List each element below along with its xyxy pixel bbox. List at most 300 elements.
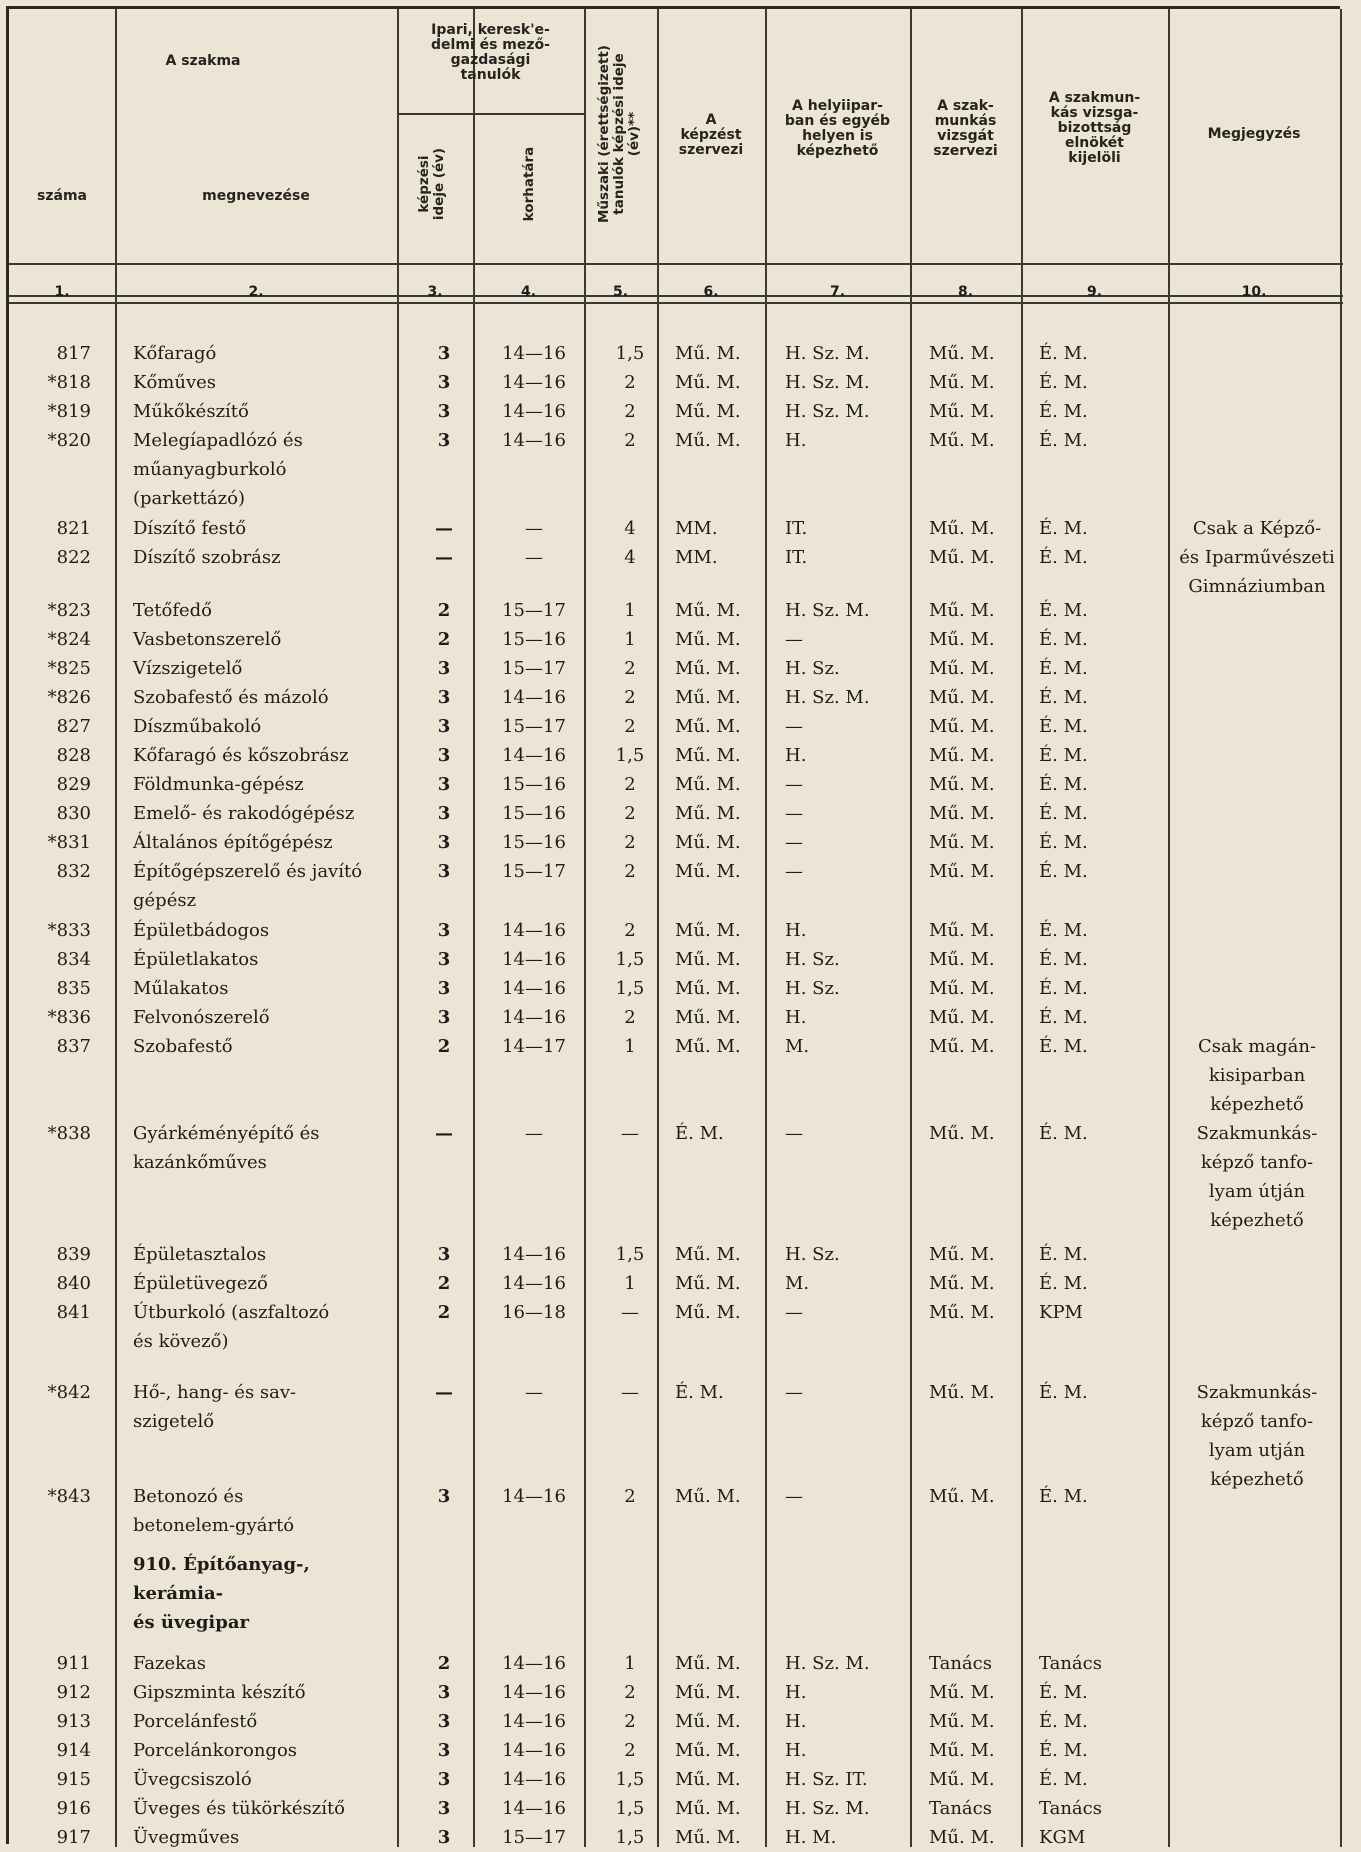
row-technical-duration: 1,5 [615,1769,645,1790]
row-note: Csak magán- kisiparban képezhető [1197,1036,1317,1115]
row-duration: 3 [437,803,451,824]
row-note: Csak a Képző- és Iparművészeti Gimnáziumban [1179,518,1335,597]
row-technical-duration: 2 [624,1007,636,1028]
row-age-limit: 15—16 [502,832,566,853]
row-note: Szakmunkás- képző tanfo- lyam utján képezhető [1196,1382,1318,1490]
row-name: Hő-, hang- és sav- szigetelő [133,1382,297,1432]
row-duration: 3 [437,1486,451,1507]
row-name: Épületlakatos [133,949,259,970]
row-board-chair: É. M. [1039,1769,1088,1790]
row-local-training: H. M. [785,1827,837,1848]
row-board-chair: É. M. [1039,920,1088,941]
row-organizer: Mű. M. [675,920,741,941]
row-age-limit: 14—16 [502,343,566,364]
row-exam-organizer: Mű. M. [929,1827,995,1848]
row-duration: 2 [437,1273,451,1294]
row-exam-organizer: Mű. M. [929,1036,995,1057]
row-number: 827 [56,716,91,737]
row-local-training: H. [785,1711,807,1732]
row-technical-duration: 2 [624,1486,636,1507]
row-technical-duration: 2 [624,861,636,882]
row-number: *836 [47,1007,91,1028]
row-number: *826 [47,687,91,708]
row-number: 830 [56,803,91,824]
subheader-rule [397,113,584,115]
row-name: Gipszminta készítő [133,1682,306,1703]
row-exam-organizer: Tanács [929,1798,992,1819]
row-organizer: Mű. M. [675,430,741,451]
row-local-training: — [785,716,803,737]
row-technical-duration: 2 [624,372,636,393]
row-local-training: H. Sz. [785,949,840,970]
row-duration: 3 [437,978,451,999]
row-number: *843 [47,1486,91,1507]
row-organizer: Mű. M. [675,1302,741,1323]
row-number: 828 [56,745,91,766]
row-duration: 3 [437,372,451,393]
row-age-limit: 14—16 [502,949,566,970]
row-board-chair: É. M. [1039,1244,1088,1265]
row-organizer: Mű. M. [675,1769,741,1790]
row-exam-organizer: Mű. M. [929,920,995,941]
row-number: *825 [47,658,91,679]
row-exam-organizer: Mű. M. [929,745,995,766]
row-number: 829 [56,774,91,795]
row-duration: 3 [437,658,451,679]
row-number: *823 [47,600,91,621]
row-board-chair: É. M. [1039,430,1088,451]
row-exam-organizer: Mű. M. [929,687,995,708]
row-local-training: H. [785,1682,807,1703]
row-technical-duration: 1,5 [615,978,645,999]
row-duration: 3 [437,920,451,941]
row-duration: 3 [437,1007,451,1028]
row-age-limit: 14—16 [502,372,566,393]
row-technical-duration: — [621,1123,639,1144]
row-technical-duration: 4 [624,547,636,568]
header-rule [9,302,1343,304]
row-age-limit: 14—16 [502,401,566,422]
row-name: Épületbádogos [133,920,270,941]
row-local-training: H. Sz. M. [785,687,870,708]
row-organizer: Mű. M. [675,949,741,970]
row-organizer: Mű. M. [675,658,741,679]
row-technical-duration: 2 [624,1711,636,1732]
column-number: 10. [1241,284,1267,300]
row-local-training: H. Sz. M. [785,401,870,422]
row-name: Üveges és tükörkészítő [133,1798,346,1819]
row-exam-organizer: Mű. M. [929,861,995,882]
row-age-limit: — [525,518,543,539]
row-name: Általános építőgépész [133,832,333,853]
row-technical-duration: 2 [624,832,636,853]
row-exam-organizer: Mű. M. [929,430,995,451]
row-duration: — [435,518,453,539]
row-name: Műlakatos [133,978,229,999]
row-board-chair: É. M. [1039,1682,1088,1703]
column-number: 3. [427,284,443,300]
row-organizer: É. M. [675,1382,724,1403]
row-note: Szakmunkás- képző tanfo- lyam útján képezhető [1196,1123,1318,1231]
row-number: 837 [56,1036,91,1057]
row-duration: 3 [437,430,451,451]
row-duration: 3 [437,1798,451,1819]
row-age-limit: 14—16 [502,1769,566,1790]
row-local-training: H. Sz. M. [785,372,870,393]
row-exam-organizer: Mű. M. [929,1769,995,1790]
column-number: 7. [829,284,846,300]
row-technical-duration: 2 [624,803,636,824]
row-local-training: H. Sz. M. [785,343,870,364]
row-exam-organizer: Mű. M. [929,343,995,364]
row-number: *838 [47,1123,91,1144]
header-megjegyzes: Megjegyzés [1207,126,1301,142]
header-bizottsag: A szakmun- kás vizsga- bizottság elnökét kijelöli [1048,90,1141,166]
row-board-chair: É. M. [1039,978,1088,999]
header-korhatara: korhatára [521,146,537,222]
row-number: 817 [56,343,91,364]
row-age-limit: 14—16 [502,1486,566,1507]
row-organizer: Mű. M. [675,1273,741,1294]
row-local-training: H. Sz. IT. [785,1769,868,1790]
row-duration: 3 [437,745,451,766]
row-exam-organizer: Mű. M. [929,1740,995,1761]
row-name: Emelő- és rakodógépész [133,803,355,824]
row-number: 839 [56,1244,91,1265]
row-name: Melegíapadlózó és műanyagburkoló (parkettázó) [133,430,303,509]
row-organizer: MM. [675,547,718,568]
row-exam-organizer: Mű. M. [929,716,995,737]
column-number: 2. [248,284,264,300]
row-exam-organizer: Mű. M. [929,372,995,393]
row-number: 913 [56,1711,91,1732]
row-exam-organizer: Mű. M. [929,629,995,650]
row-number: 911 [56,1653,91,1674]
header-megnevezese: megnevezése [202,188,310,204]
row-local-training: — [785,1302,803,1323]
row-local-training: — [785,629,803,650]
row-duration: 3 [437,774,451,795]
row-board-chair: É. M. [1039,687,1088,708]
row-name: Vasbetonszerelő [133,629,282,650]
row-board-chair: Tanács [1039,1653,1102,1674]
row-exam-organizer: Mű. M. [929,832,995,853]
row-local-training: — [785,1486,803,1507]
row-organizer: Mű. M. [675,401,741,422]
row-exam-organizer: Mű. M. [929,774,995,795]
row-age-limit: 14—16 [502,978,566,999]
row-duration: — [435,1382,453,1403]
row-organizer: Mű. M. [675,629,741,650]
row-board-chair: É. M. [1039,861,1088,882]
row-organizer: Mű. M. [675,1036,741,1057]
row-organizer: Mű. M. [675,803,741,824]
row-board-chair: É. M. [1039,518,1088,539]
row-duration: 2 [437,629,451,650]
row-duration: 2 [437,1653,451,1674]
row-exam-organizer: Mű. M. [929,1007,995,1028]
row-technical-duration: — [621,1382,639,1403]
row-duration: 3 [437,1827,451,1848]
row-age-limit: 14—16 [502,1682,566,1703]
row-number: 821 [56,518,91,539]
row-age-limit: — [525,1123,543,1144]
row-duration: 3 [437,1244,451,1265]
row-name: Felvonószerelő [133,1007,270,1028]
row-name: Építőgépszerelő és javító gépész [133,861,363,911]
row-name: Épületüvegező [133,1273,268,1294]
row-duration: — [435,1123,453,1144]
row-board-chair: É. M. [1039,401,1088,422]
row-board-chair: É. M. [1039,803,1088,824]
row-number: 822 [56,547,91,568]
column-number: 9. [1086,284,1103,300]
row-technical-duration: 2 [624,401,636,422]
row-name: Útburkoló (aszfaltozó és kövező) [133,1302,330,1352]
column-number: 8. [957,284,974,300]
row-organizer: Mű. M. [675,1244,741,1265]
row-number: 835 [56,978,91,999]
row-age-limit: 14—16 [502,1007,566,1028]
row-board-chair: É. M. [1039,1486,1088,1507]
header-rule [9,263,1343,265]
row-local-training: H. Sz. [785,978,840,999]
row-technical-duration: 1 [624,600,636,621]
row-local-training: — [785,832,803,853]
header-tanulok: Ipari, keresk'e- delmi és mező- gazdasági tanulók [431,22,550,83]
row-organizer: Mű. M. [675,745,741,766]
row-exam-organizer: Mű. M. [929,1244,995,1265]
row-exam-organizer: Mű. M. [929,401,995,422]
row-local-training: M. [785,1273,810,1294]
row-name: Szobafestő és mázoló [133,687,329,708]
row-name: Műkőkészítő [133,401,249,422]
row-exam-organizer: Tanács [929,1653,992,1674]
row-name: Díszítő szobrász [133,547,281,568]
row-duration: 2 [437,600,451,621]
row-exam-organizer: Mű. M. [929,803,995,824]
row-age-limit: 15—17 [502,600,566,621]
row-organizer: É. M. [675,1123,724,1144]
row-local-training: — [785,803,803,824]
row-local-training: IT. [785,547,808,568]
header-vizsgat: A szak- munkás vizsgát szervezi [933,98,998,159]
row-number: 841 [56,1302,91,1323]
row-organizer: Mű. M. [675,832,741,853]
row-technical-duration: 1,5 [615,1244,645,1265]
row-number: 832 [56,861,91,882]
row-organizer: Mű. M. [675,1007,741,1028]
row-local-training: IT. [785,518,808,539]
row-technical-duration: 2 [624,774,636,795]
row-exam-organizer: Mű. M. [929,949,995,970]
row-organizer: Mű. M. [675,343,741,364]
row-technical-duration: 2 [624,430,636,451]
row-age-limit: 14—17 [502,1036,566,1057]
row-exam-organizer: Mű. M. [929,1711,995,1732]
row-exam-organizer: Mű. M. [929,1273,995,1294]
row-name: Kőműves [133,372,217,393]
row-name: Vízszigetelő [133,658,243,679]
row-board-chair: É. M. [1039,745,1088,766]
row-local-training: H. [785,430,807,451]
row-duration: 2 [437,1302,451,1323]
row-name: 910. Építőanyag-, kerámia- és üvegipar [133,1554,310,1633]
row-exam-organizer: Mű. M. [929,1302,995,1323]
row-name: Földmunka-gépész [133,774,304,795]
row-local-training: H. Sz. M. [785,1798,870,1819]
row-technical-duration: 2 [624,1740,636,1761]
row-name: Kőfaragó [133,343,217,364]
row-technical-duration: 2 [624,716,636,737]
row-age-limit: 14—16 [502,1798,566,1819]
row-technical-duration: 2 [624,687,636,708]
row-number: 914 [56,1740,91,1761]
row-organizer: Mű. M. [675,600,741,621]
row-local-training: — [785,1123,803,1144]
row-age-limit: 14—16 [502,1711,566,1732]
row-name: Tetőfedő [133,600,213,621]
row-duration: 3 [437,1682,451,1703]
row-number: 834 [56,949,91,970]
row-number: 917 [56,1827,91,1848]
row-board-chair: É. M. [1039,949,1088,970]
header-helyiipar: A helyiipar- ban és egyéb helyen is képezhető [784,98,891,159]
row-board-chair: É. M. [1039,658,1088,679]
row-age-limit: — [525,1382,543,1403]
row-duration: 3 [437,1769,451,1790]
row-technical-duration: 1 [624,629,636,650]
row-board-chair: É. M. [1039,716,1088,737]
row-technical-duration: 1,5 [615,1798,645,1819]
row-number: *819 [47,401,91,422]
row-duration: — [435,547,453,568]
row-age-limit: 14—16 [502,1244,566,1265]
row-name: Kőfaragó és kőszobrász [133,745,349,766]
row-local-training: — [785,774,803,795]
row-local-training: — [785,861,803,882]
row-organizer: MM. [675,518,718,539]
row-technical-duration: 1 [624,1036,636,1057]
row-name: Fazekas [133,1653,207,1674]
row-local-training: M. [785,1036,810,1057]
row-technical-duration: 4 [624,518,636,539]
document-page [6,6,1340,1848]
row-exam-organizer: Mű. M. [929,658,995,679]
row-age-limit: 14—16 [502,430,566,451]
row-organizer: Mű. M. [675,1486,741,1507]
header-szama: száma [37,188,87,204]
row-board-chair: É. M. [1039,600,1088,621]
row-technical-duration: 1,5 [615,949,645,970]
row-technical-duration: 1 [624,1653,636,1674]
row-number: 916 [56,1798,91,1819]
row-organizer: Mű. M. [675,1711,741,1732]
row-age-limit: 15—17 [502,1827,566,1848]
row-organizer: Mű. M. [675,1827,741,1848]
row-organizer: Mű. M. [675,774,741,795]
row-board-chair: É. M. [1039,343,1088,364]
row-name: Díszműbakoló [133,716,262,737]
row-number: *824 [47,629,91,650]
row-exam-organizer: Mű. M. [929,1486,995,1507]
row-technical-duration: 2 [624,920,636,941]
row-technical-duration: 1,5 [615,745,645,766]
row-board-chair: É. M. [1039,832,1088,853]
row-name: Betonozó és betonelem-gyártó [133,1486,295,1536]
row-age-limit: — [525,547,543,568]
row-age-limit: 14—16 [502,1273,566,1294]
row-local-training: H. [785,745,807,766]
row-board-chair: É. M. [1039,1273,1088,1294]
row-local-training: — [785,1382,803,1403]
row-board-chair: É. M. [1039,1382,1088,1403]
row-number: *818 [47,372,91,393]
row-name: Szobafestő [133,1036,233,1057]
row-board-chair: É. M. [1039,1007,1088,1028]
row-age-limit: 15—17 [502,658,566,679]
row-exam-organizer: Mű. M. [929,547,995,568]
row-age-limit: 15—16 [502,803,566,824]
row-duration: 2 [437,1036,451,1057]
row-age-limit: 14—16 [502,745,566,766]
row-name: Díszítő festő [133,518,247,539]
row-number: *831 [47,832,91,853]
row-number: 915 [56,1769,91,1790]
row-exam-organizer: Mű. M. [929,518,995,539]
row-duration: 3 [437,1740,451,1761]
row-organizer: Mű. M. [675,861,741,882]
row-technical-duration: — [621,1302,639,1323]
row-local-training: H. Sz. M. [785,1653,870,1674]
row-board-chair: KGM [1039,1827,1086,1848]
row-age-limit: 16—18 [502,1302,566,1323]
row-organizer: Mű. M. [675,1740,741,1761]
row-age-limit: 14—16 [502,687,566,708]
column-rule [1340,9,1342,1847]
header-szakma: A szakma [165,53,241,69]
row-organizer: Mű. M. [675,716,741,737]
row-age-limit: 14—16 [502,1740,566,1761]
row-exam-organizer: Mű. M. [929,1123,995,1144]
row-board-chair: É. M. [1039,1740,1088,1761]
row-technical-duration: 2 [624,658,636,679]
row-board-chair: É. M. [1039,1711,1088,1732]
row-number: *842 [47,1382,91,1403]
row-technical-duration: 2 [624,1682,636,1703]
column-number: 5. [612,284,629,300]
row-number: *833 [47,920,91,941]
row-organizer: Mű. M. [675,1682,741,1703]
row-local-training: H. [785,1007,807,1028]
header-kepzesi-ideje: képzési ideje (év) [416,147,447,221]
row-technical-duration: 1,5 [615,343,645,364]
row-local-training: H. [785,920,807,941]
row-exam-organizer: Mű. M. [929,1682,995,1703]
row-duration: 3 [437,343,451,364]
column-number: 4. [520,284,537,300]
row-board-chair: É. M. [1039,629,1088,650]
column-number: 1. [54,284,70,300]
row-age-limit: 15—17 [502,716,566,737]
row-board-chair: KPM [1039,1302,1083,1323]
row-name: Üvegműves [133,1827,240,1848]
row-name: Üvegcsiszoló [133,1769,252,1790]
row-age-limit: 15—16 [502,774,566,795]
row-board-chair: É. M. [1039,547,1088,568]
row-board-chair: É. M. [1039,1036,1088,1057]
row-duration: 3 [437,687,451,708]
